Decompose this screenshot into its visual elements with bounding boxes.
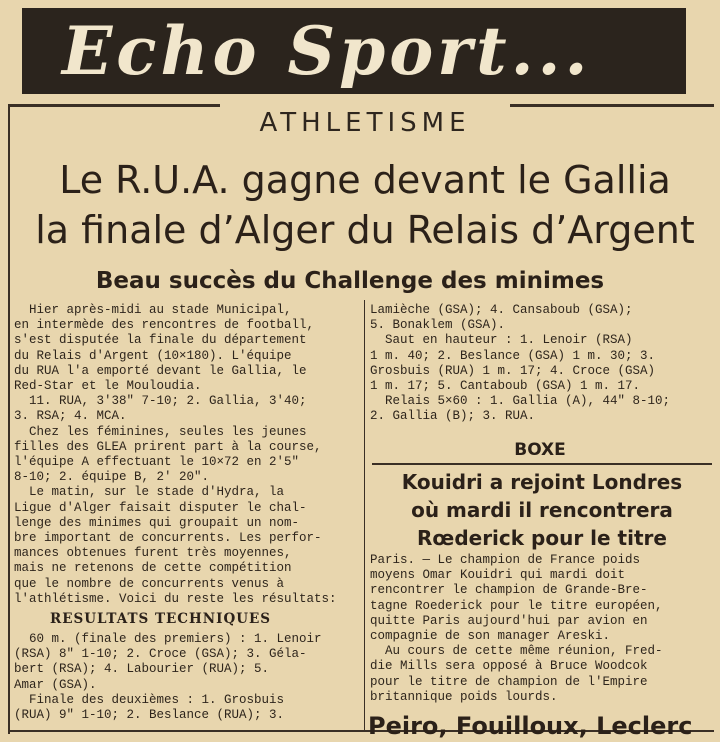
boxe-headline-2: où mardi il rencontrera bbox=[411, 498, 673, 522]
boxe-article-text: Paris. — Le champion de France poids moyens Omar Kouidri qui mardi doit rencontrer le champion de Grande-Bre- tagne Roederick pour le titre européen, quitte Paris aujourd'hui par avion en compagnie de son manager Areski. Au cours de cette même réunion, Fred- die Mills sera opposé à Bruce Woodcok pour le titre de champion de l'Empire britannique poids lourds. bbox=[370, 553, 663, 704]
column-divider bbox=[364, 300, 365, 732]
headline-line-1: Le R.U.A. gagne devant le Gallia bbox=[59, 158, 671, 202]
section-label: ATHLETISME bbox=[259, 108, 471, 138]
boxe-rule bbox=[372, 463, 712, 465]
left-rule bbox=[8, 104, 10, 734]
left-column-paragraph-2: 60 m. (finale des premiers) : 1. Lenoir (RSA) 8" 1-10; 2. Croce (GSA); 3. Géla- bert (RSA); 4. Labourier (RUA); 5. Amar (GSA). Finale des deuxièmes : 1. Grosbuis (RUA) 9" 1-10; 2. Beslance (RUA); 3. bbox=[14, 632, 322, 723]
boxe-section-label: BOXE bbox=[514, 440, 566, 460]
banner-title: Echo Sport... bbox=[62, 12, 592, 90]
section-label-box bbox=[220, 104, 510, 138]
bottom-headline: Peiro, Fouilloux, Leclerc bbox=[368, 712, 693, 740]
subheadline: Beau succès du Challenge des minimes bbox=[95, 268, 605, 294]
boxe-headline-3: Rœderick pour le titre bbox=[417, 526, 667, 550]
results-title: RESULTATS TECHNIQUES bbox=[50, 611, 272, 627]
left-column-paragraph-1: Hier après-midi au stade Municipal, en intermède des rencontres de football, s'est disputée la finale du département du Relais d'Argent (10×180). L'équipe du RUA l'a emporté devant le Gallia, le Red-Star et le Mouloudia. 11. RUA, 3'38" 7-10; 2. Gallia, 3'40; 3. RSA; 4. MCA. Chez les féminines, seules les jeunes filles des GLEA prirent part à la course, l'équipe A effectuant le 10×72 en 2'5" 8-10; 2. équipe B, 2' 20". Le matin, sur le stade d'Hydra, la Ligue d'Alger faisait disputer le chal- lenge des minimes qui groupait un nom- bre important de concurrents. Les perfor- mances obtenues furent très moyennes, mais ne retenons de cette compétition que le nombre de concurrents venus à l'athlétisme. Voici du reste les résultats: bbox=[14, 303, 337, 606]
headline-line-2: la finale d’Alger du Relais d’Argent bbox=[35, 208, 695, 252]
boxe-headline-1: Kouidri a rejoint Londres bbox=[401, 470, 683, 494]
echo-sport-banner bbox=[22, 8, 686, 94]
right-column-paragraph-1: Lamièche (GSA); 4. Cansaboub (GSA); 5. Bonaklem (GSA). Saut en hauteur : 1. Lenoir (RSA) 1 m. 40; 2. Beslance (GSA) 1 m. 30; 3. Grosbuis (RUA) 1 m. 17; 4. Croce (GSA) 1 m. 17; 5. Cantaboub (GSA) 1 m. 17. Relais 5×60 : 1. Gallia (A), 44" 8-10; 2. Gallia (B); 3. RUA. bbox=[370, 303, 671, 424]
